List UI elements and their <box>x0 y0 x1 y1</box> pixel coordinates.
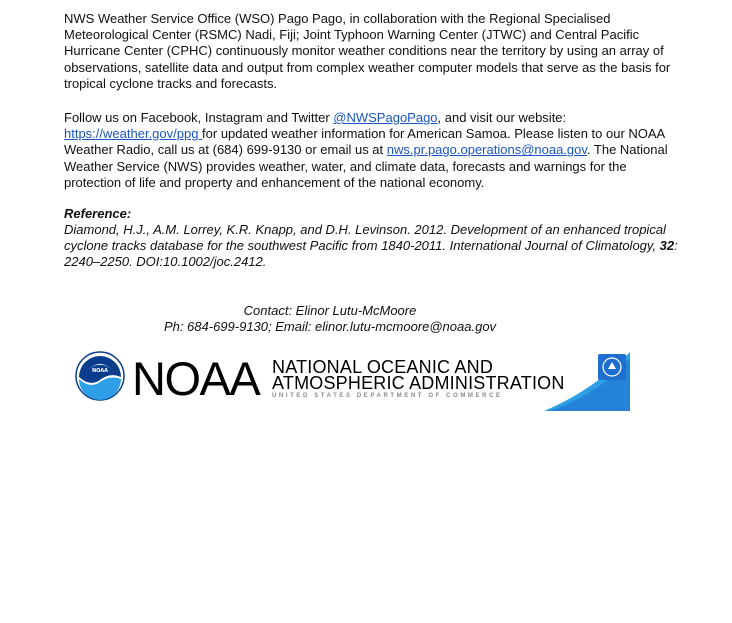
department-line: UNITED STATES DEPARTMENT OF COMMERCE <box>272 393 503 399</box>
intro-paragraph: NWS Weather Service Office (WSO) Pago Pago, in collaboration with the Regional Specialised Meteorological Center (RSMC) Nadi, Fiji; Joint Typhoon Warning Center (JTWC) and Central Pacific Hurricane Center (CPHC) continuously monitor weather conditions near the territory by using an array of observations, satellite data and output from complex weather computer models that serve as the basis for tropical cyclone tracks and forecasts. <box>64 11 671 91</box>
emblem-label: NOAA <box>91 368 109 374</box>
contact-name: Contact: Elinor Lutu-McMoore <box>243 303 417 318</box>
follow-paragraph <box>64 110 684 191</box>
follow-text-2: , and visit our website: <box>437 110 567 125</box>
agency-name-line-1: NATIONAL OCEANIC AND <box>272 357 494 377</box>
twitter-link[interactable]: @NWSPagoPago <box>333 110 438 125</box>
agency-name-line-2: ATMOSPHERIC ADMINISTRATION <box>272 373 565 393</box>
noaa-emblem-icon <box>76 352 124 400</box>
citation-volume: 32 <box>659 238 675 254</box>
citation-text-1: Diamond, H.J., A.M. Lorrey, K.R. Knapp, and D.H. Levinson. 2012. Development of an enhanced tropical cyclone tracks database for the southwest Pacific from 1840-2011. International Journal of Climatology, <box>64 222 666 254</box>
reference-citation <box>64 222 684 271</box>
noaa-wordmark: NOAA <box>132 352 260 405</box>
follow-text-1: Follow us on Facebook, Instagram and Twitter <box>64 110 334 125</box>
reference-heading: Reference: <box>64 206 132 221</box>
email-link[interactable]: nws.pr.pago.operations@noaa.gov <box>386 142 587 158</box>
contact-phone-email: Ph: 684-699-9130; Email: elinor.lutu-mcmoore@noaa.gov <box>163 319 497 334</box>
follow-text-4: . The National Weather Service (NWS) provides weather, water, and climate data, forecasts and warnings for the protection of life and property and enhancement of the national economy. <box>64 142 668 190</box>
follow-text-3: for updated weather information for American Samoa. Please listen to our NOAA Weather Radio, call us at (684) 699-9130 or email us at <box>64 126 665 158</box>
website-link[interactable]: https://weather.gov/ppg <box>64 126 203 142</box>
citation-text-2: : 2240–2250. DOI:10.1002/joc.2412. <box>64 238 678 270</box>
